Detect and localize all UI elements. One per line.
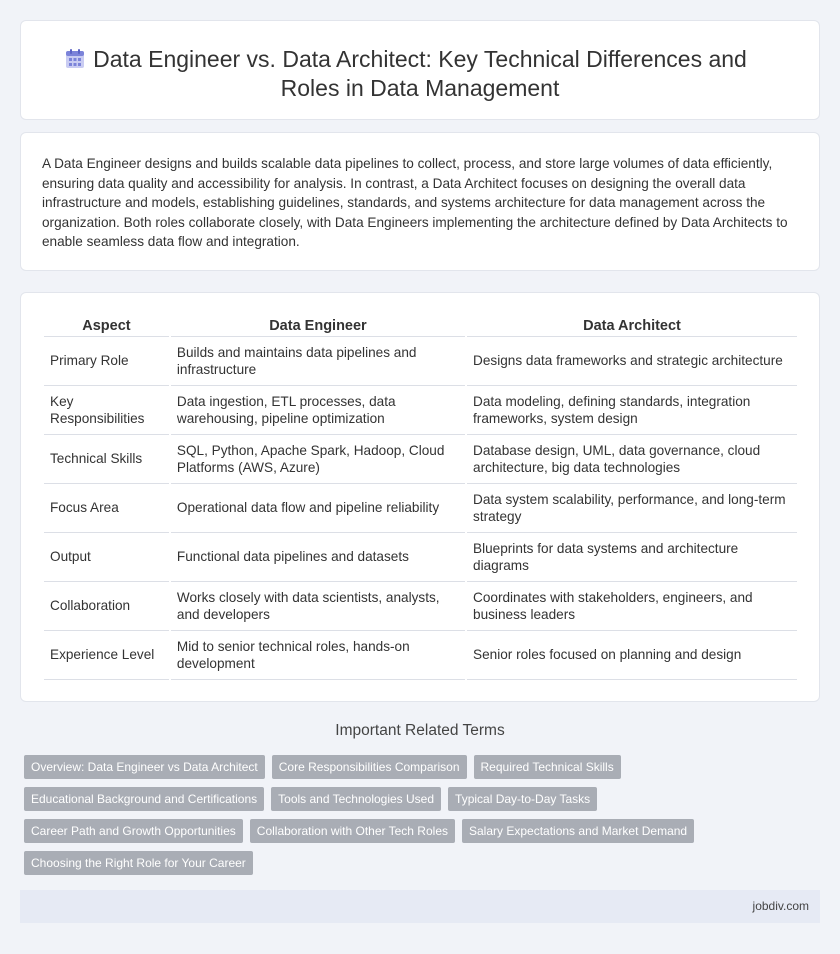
table-row — [44, 533, 797, 582]
cell-aspect: Experience Level — [44, 631, 169, 680]
title-card — [20, 20, 820, 120]
cell-architect: Database design, UML, data governance, cloud architecture, big data technologies — [467, 435, 797, 484]
footer — [20, 890, 820, 923]
tag-daily-tasks[interactable]: Typical Day-to-Day Tasks — [448, 787, 597, 811]
intro-paragraph: A Data Engineer designs and builds scalable data pipelines to collect, process, and store large volumes of data efficiently, ensuring data quality and accessibility for analysis. In contrast, a Data Architect focuses on designing the overall data infrastructure and models, establishing guidelines, standards, and systems architecture for data management across the organization. Both roles collaborate closely, with Data Engineers implementing the architecture defined by Data Architects to enable seamless data flow and integration. — [42, 156, 788, 250]
cell-aspect: Collaboration — [44, 582, 169, 631]
cell-architect: Coordinates with stakeholders, engineers, and business leaders — [467, 582, 797, 631]
tag-row — [24, 851, 804, 875]
cell-architect: Data system scalability, performance, and long-term strategy — [467, 484, 797, 533]
cell-engineer: SQL, Python, Apache Spark, Hadoop, Cloud Platforms (AWS, Azure) — [171, 435, 465, 484]
comparison-table — [42, 315, 799, 680]
table-row — [44, 435, 797, 484]
tag-core-responsibilities[interactable]: Core Responsibilities Comparison — [272, 755, 467, 779]
cell-engineer: Mid to senior technical roles, hands-on development — [171, 631, 465, 680]
comparison-card — [20, 292, 820, 702]
tag-tools[interactable]: Tools and Technologies Used — [271, 787, 441, 811]
table-header-row — [44, 315, 797, 337]
cell-aspect: Primary Role — [44, 337, 169, 386]
tag-choosing-role[interactable]: Choosing the Right Role for Your Career — [24, 851, 253, 875]
table-row — [44, 582, 797, 631]
cell-engineer: Builds and maintains data pipelines and infrastructure — [171, 337, 465, 386]
header-data-architect: Data Architect — [467, 315, 797, 337]
cell-aspect: Key Responsibilities — [44, 386, 169, 435]
table-row — [44, 631, 797, 680]
cell-architect: Designs data frameworks and strategic architecture — [467, 337, 797, 386]
tag-education[interactable]: Educational Background and Certifications — [24, 787, 264, 811]
header-data-engineer: Data Engineer — [171, 315, 465, 337]
cell-architect: Blueprints for data systems and architecture diagrams — [467, 533, 797, 582]
tag-overview[interactable]: Overview: Data Engineer vs Data Architect — [24, 755, 265, 779]
tag-row — [24, 787, 804, 811]
title-wrap — [21, 45, 819, 103]
cell-architect: Data modeling, defining standards, integration frameworks, system design — [467, 386, 797, 435]
cell-aspect: Focus Area — [44, 484, 169, 533]
tag-collaboration[interactable]: Collaboration with Other Tech Roles — [250, 819, 455, 843]
cell-engineer: Works closely with data scientists, analysts, and developers — [171, 582, 465, 631]
related-terms-tags — [24, 755, 804, 883]
intro-card — [20, 132, 820, 271]
table-row — [44, 337, 797, 386]
cell-aspect: Output — [44, 533, 169, 582]
page-title: Data Engineer vs. Data Architect: Key Technical Differences and Roles in Data Management — [93, 46, 747, 101]
tag-career-path[interactable]: Career Path and Growth Opportunities — [24, 819, 243, 843]
cell-engineer: Data ingestion, ETL processes, data warehousing, pipeline optimization — [171, 386, 465, 435]
cell-engineer: Functional data pipelines and datasets — [171, 533, 465, 582]
footer-site-link[interactable]: jobdiv.com — [752, 899, 809, 913]
related-terms-title: Important Related Terms — [335, 722, 505, 739]
table-row — [44, 484, 797, 533]
tag-row — [24, 819, 804, 843]
tag-row — [24, 755, 804, 779]
cell-aspect: Technical Skills — [44, 435, 169, 484]
tag-technical-skills[interactable]: Required Technical Skills — [474, 755, 621, 779]
tag-salary[interactable]: Salary Expectations and Market Demand — [462, 819, 694, 843]
cell-engineer: Operational data flow and pipeline reliability — [171, 484, 465, 533]
cell-architect: Senior roles focused on planning and design — [467, 631, 797, 680]
header-aspect: Aspect — [44, 315, 169, 337]
table-row — [44, 386, 797, 435]
